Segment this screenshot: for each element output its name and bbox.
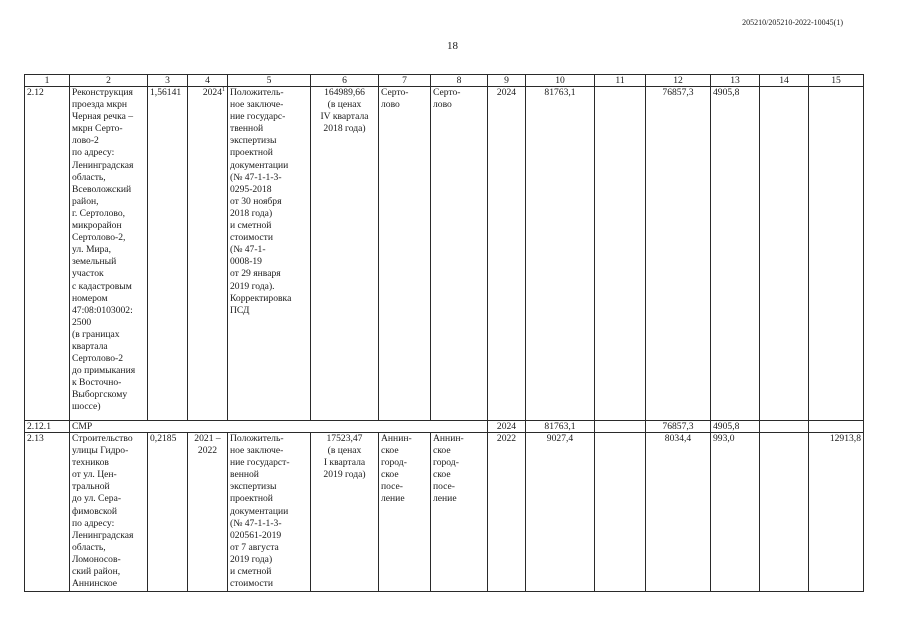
table-row [25,433,864,592]
object-name: Строительство улицы Гидро- техников от ул. Цен- тральной до ул. Сера- фимовской по адресу: Ленинградская область, Ломоносов- ский район, Аннинское [70,433,148,592]
column-11-value [595,87,646,421]
document-id: 205210/205210-2022-10045(1) [742,18,843,27]
row-number: 2.12.1 [25,421,70,433]
object-name: СМР [70,421,488,433]
column-12-value: 8034,4 [646,433,711,592]
column-12-value: 76857,3 [646,421,711,433]
column-number: 14 [760,75,809,87]
column-11-value [595,433,646,592]
column-number: 8 [431,75,488,87]
column-number: 11 [595,75,646,87]
column-11-value [595,421,646,433]
construction-period [188,87,228,421]
document-basis: Положитель- ное заключе- ние государс- твенной экспертизы проектной документации (№ 47-1-1-3- 0295-2018 от 30 ноября 2018 года) и сметной стоимости (№ 47-1- 0008-19 от 29 января 2019 года). Корректировка ПСД [228,87,311,421]
page-number: 18 [447,40,458,52]
column-number: 7 [379,75,431,87]
total-amount: 81763,1 [526,87,595,421]
customer: Аннин- ское город- ское посе- ление [431,433,488,592]
estimated-cost: 17523,47 (в ценах I квартала 2019 года) [311,433,379,592]
row-number: 2.12 [25,87,70,421]
customer: Серто- лово [431,87,488,421]
table-row [25,421,864,433]
column-number: 5 [228,75,311,87]
column-number-row [25,75,864,87]
municipality: Серто- лово [379,87,431,421]
column-15-value [809,421,864,433]
column-number: 15 [809,75,864,87]
column-13-value: 4905,8 [711,421,760,433]
total-amount: 9027,4 [526,433,595,592]
column-14-value [760,433,809,592]
column-number: 1 [25,75,70,87]
row-number: 2.13 [25,433,70,592]
column-number: 2 [70,75,148,87]
column-14-value [760,421,809,433]
year: 2024 [488,421,526,433]
column-13-value: 993,0 [711,433,760,592]
investment-table [24,74,864,592]
estimated-cost: 164989,66 (в ценах IV квартала 2018 года) [311,87,379,421]
capacity: 0,2185 [148,433,188,592]
column-15-value [809,87,864,421]
total-amount: 81763,1 [526,421,595,433]
construction-period: 2021 – 2022 [188,433,228,592]
year: 2022 [488,433,526,592]
municipality: Аннин- ское город- ское посе- ление [379,433,431,592]
document-basis: Положитель- ное заключе- ние государст- венной экспертизы проектной документации (№ 47-1-1-3- 020561-2019 от 7 августа 2019 года) и сметной стоимости [228,433,311,592]
capacity: 1,56141 [148,87,188,421]
period-value: 2024 [202,87,222,98]
column-number: 13 [711,75,760,87]
year: 2024 [488,87,526,421]
object-name: Реконструкция проезда мкрн Черная речка – мкрн Серто- лово-2 по адресу: Ленинградская область, Всеволожский район, г. Сертолово, микрорайон Сертолово-2, ул. Мира, земельный участок с кадастровым номером 47:08:0103002: 2500 (в границах квартала Сертолово-2 до примыкания к Восточно- Выборгскому шоссе) [70,87,148,421]
column-number: 12 [646,75,711,87]
column-number: 4 [188,75,228,87]
column-number: 6 [311,75,379,87]
column-number: 9 [488,75,526,87]
footnote-mark: 1 [222,86,225,93]
column-12-value: 76857,3 [646,87,711,421]
column-15-value: 12913,8 [809,433,864,592]
column-number: 10 [526,75,595,87]
column-number: 3 [148,75,188,87]
column-13-value: 4905,8 [711,87,760,421]
column-14-value [760,87,809,421]
table-row [25,87,864,421]
